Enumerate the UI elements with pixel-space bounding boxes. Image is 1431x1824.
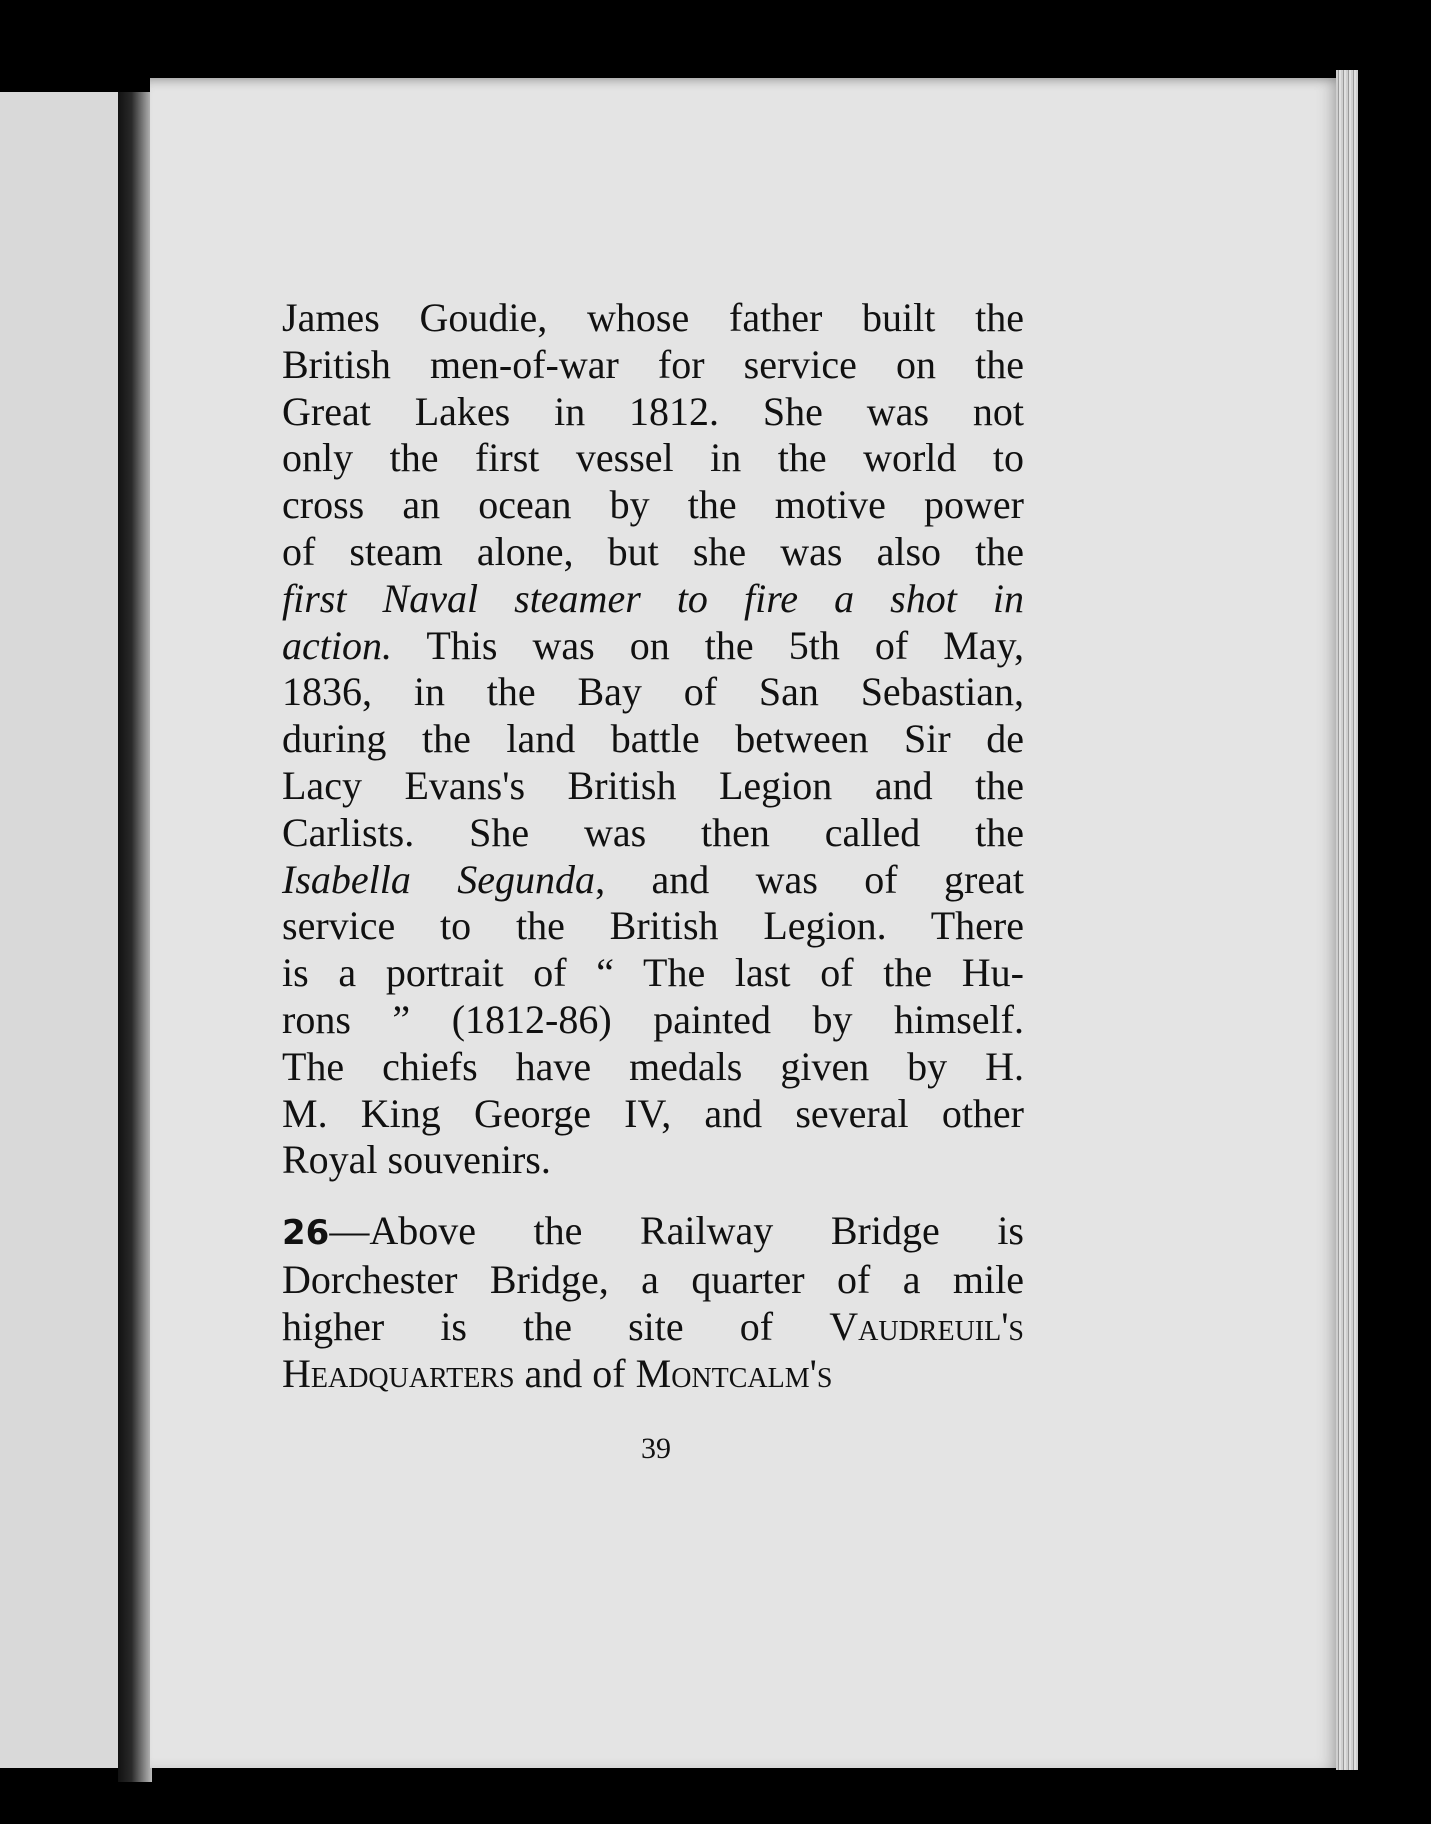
text-line [282, 997, 1024, 1044]
paragraph-gap [282, 1184, 1024, 1208]
page-number: 39 [641, 1432, 671, 1465]
text-line [282, 1304, 1024, 1351]
text-line [282, 763, 1024, 810]
book-gutter [118, 92, 152, 1782]
text-line [282, 389, 1024, 436]
paragraph-goudie [282, 295, 1024, 1184]
text-segment: , and was of great [595, 856, 1024, 902]
text-segment: of steam alone, but she was also the [282, 528, 1024, 574]
text-segment: Dorchester Bridge, a quarter of a mile [282, 1256, 1024, 1302]
text-segment: rons ” (1812-86) painted by himself. [282, 996, 1024, 1042]
text-line [282, 716, 1024, 763]
text-segment: is a portrait of “ The last of the Hu- [282, 950, 1024, 996]
text-line [282, 950, 1024, 997]
text-segment: Vaudreuil's [829, 1303, 1024, 1349]
text-segment: Lacy Evans's British Legion and the [282, 762, 1024, 808]
text-line [282, 1351, 1024, 1398]
text-segment: Montcalm's [635, 1350, 833, 1396]
facing-page-edge [0, 92, 121, 1768]
text-segment: Great Lakes in 1812. She was not [282, 388, 1024, 434]
text-line [282, 1137, 1024, 1184]
page-edge-stack [1336, 70, 1358, 1770]
text-segment: Royal souvenirs. [282, 1137, 551, 1183]
text-line [282, 903, 1024, 950]
text-line [282, 529, 1024, 576]
text-segment: only the first vessel in the world to [282, 435, 1024, 481]
text-line [282, 435, 1024, 482]
text-segment: during the land battle between Sir de [282, 716, 1024, 762]
text-line [282, 1257, 1024, 1304]
text-line [282, 669, 1024, 716]
text-line [282, 576, 1024, 623]
text-line [282, 1044, 1024, 1091]
text-segment: British men-of-war for service on the [282, 341, 1024, 387]
text-line [282, 857, 1024, 904]
text-segment: James Goudie, whose father built the [282, 295, 1024, 340]
text-line [282, 1208, 1024, 1257]
text-line [282, 342, 1024, 389]
text-segment: Headquarters [282, 1350, 515, 1396]
text-segment: Carlists. She was then called the [282, 809, 1024, 855]
text-line [282, 295, 1024, 342]
text-line [282, 482, 1024, 529]
text-segment: Isabella Segunda [282, 856, 596, 902]
text-line [282, 623, 1024, 670]
text-segment: and of [514, 1350, 636, 1396]
text-segment: M. King George IV, and several other [282, 1090, 1024, 1136]
text-segment: 1836, in the Bay of San Sebastian, [282, 669, 1024, 715]
text-segment: service to the British Legion. There [282, 903, 1024, 949]
text-segment: action. [282, 622, 392, 668]
section-number: 26 [282, 1213, 330, 1254]
text-line [282, 1091, 1024, 1138]
text-segment: first Naval steamer to fire a shot in [282, 575, 1024, 621]
text-segment: The chiefs have medals given by H. [282, 1043, 1024, 1089]
body-text [282, 295, 1024, 1397]
paragraph-26 [282, 1208, 1024, 1397]
text-segment: higher is the site of [282, 1303, 830, 1349]
text-line [282, 810, 1024, 857]
text-segment: This was on the 5th of May, [391, 622, 1024, 668]
text-segment: —Above the Railway Bridge is [329, 1208, 1024, 1254]
text-segment: cross an ocean by the motive power [282, 482, 1024, 528]
